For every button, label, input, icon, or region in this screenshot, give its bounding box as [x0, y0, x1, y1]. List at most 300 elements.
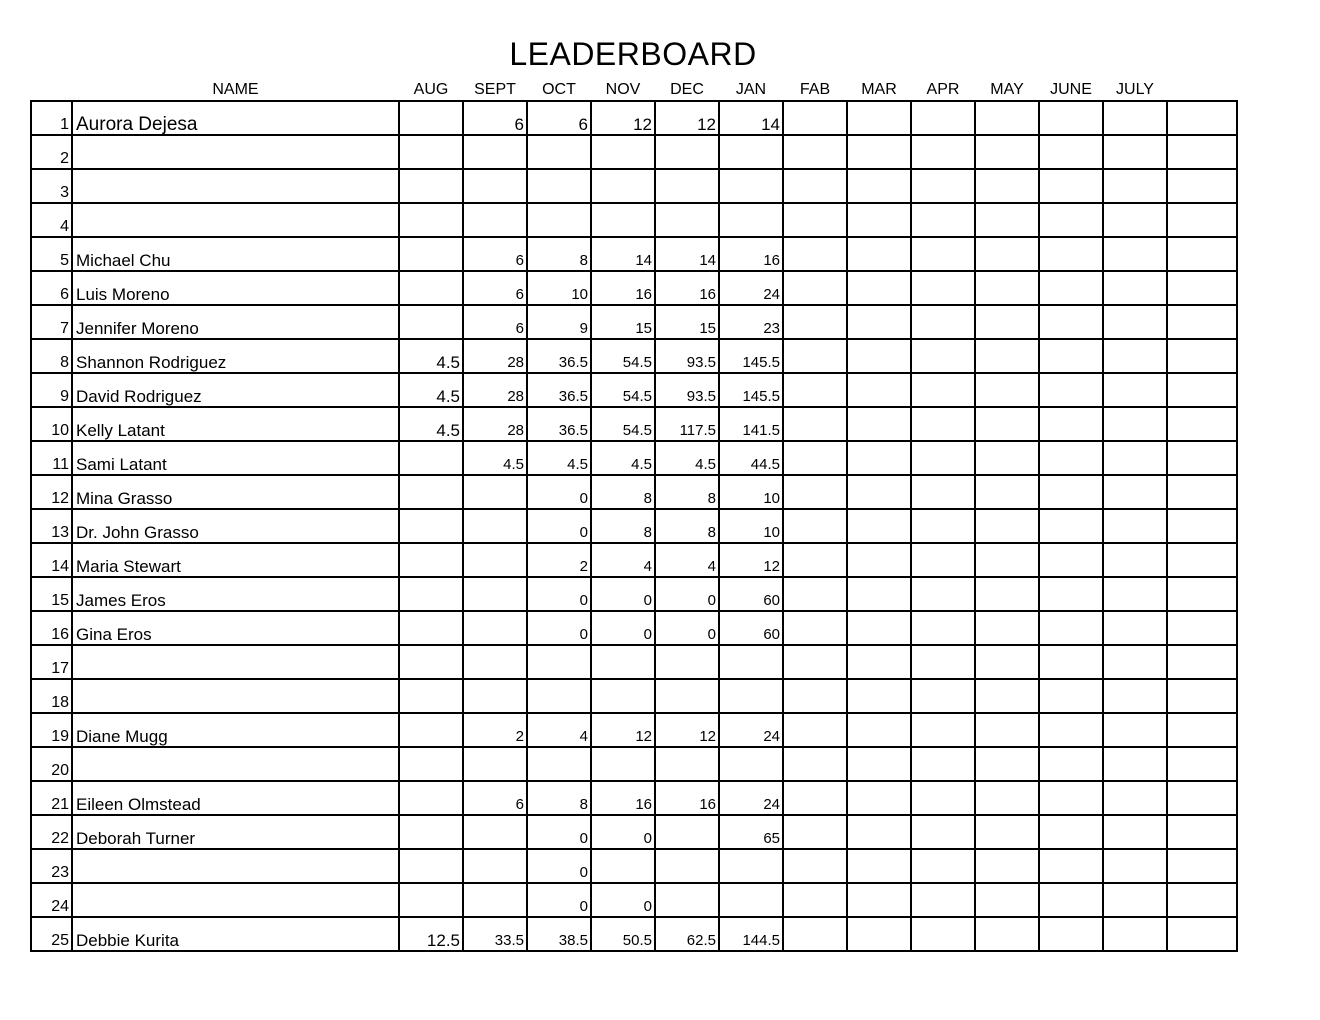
score-cell-apr: [911, 577, 975, 611]
score-cell-oct: [527, 203, 591, 237]
score-cell-oct: 0: [527, 611, 591, 645]
player-name-cell: Jennifer Moreno: [72, 305, 399, 339]
score-cell-extra: [1167, 543, 1237, 577]
table-row: [31, 101, 1237, 135]
score-cell-may: [975, 135, 1039, 169]
score-cell-dec: 4: [655, 543, 719, 577]
score-cell-july: [1103, 577, 1167, 611]
table-row: [31, 849, 1237, 883]
score-cell-dec: [655, 135, 719, 169]
score-cell-july: [1103, 441, 1167, 475]
score-cell-sept: [463, 475, 527, 509]
player-name-cell: Debbie Kurita: [72, 917, 399, 951]
score-cell-jan: 60: [719, 611, 783, 645]
score-cell-sept: 28: [463, 339, 527, 373]
score-cell-july: [1103, 543, 1167, 577]
score-cell-apr: [911, 679, 975, 713]
score-cell-oct: 0: [527, 849, 591, 883]
player-name-cell: [72, 169, 399, 203]
score-cell-dec: [655, 883, 719, 917]
row-number: 22: [31, 815, 72, 849]
score-cell-oct: 36.5: [527, 373, 591, 407]
score-cell-june: [1039, 203, 1103, 237]
score-cell-mar: [847, 169, 911, 203]
score-cell-mar: [847, 577, 911, 611]
score-cell-july: [1103, 101, 1167, 135]
score-cell-fab: [783, 305, 847, 339]
score-cell-sept: [463, 815, 527, 849]
score-cell-jan: [719, 169, 783, 203]
score-cell-july: [1103, 509, 1167, 543]
row-number: 5: [31, 237, 72, 271]
score-cell-aug: 4.5: [399, 339, 463, 373]
score-cell-oct: 0: [527, 475, 591, 509]
score-cell-july: [1103, 169, 1167, 203]
score-cell-july: [1103, 713, 1167, 747]
score-cell-july: [1103, 271, 1167, 305]
score-cell-oct: 10: [527, 271, 591, 305]
score-cell-extra: [1167, 339, 1237, 373]
header-name: NAME: [212, 81, 259, 98]
player-name-cell: Gina Eros: [72, 611, 399, 645]
score-cell-may: [975, 645, 1039, 679]
row-number: 17: [31, 645, 72, 679]
score-cell-fab: [783, 645, 847, 679]
score-cell-jan: 24: [719, 271, 783, 305]
table-row: [31, 815, 1237, 849]
score-cell-may: [975, 305, 1039, 339]
score-cell-sept: [463, 543, 527, 577]
score-cell-apr: [911, 645, 975, 679]
score-cell-apr: [911, 747, 975, 781]
score-cell-mar: [847, 101, 911, 135]
table-row: [31, 577, 1237, 611]
score-cell-extra: [1167, 271, 1237, 305]
score-cell-sept: [463, 509, 527, 543]
score-cell-sept: 28: [463, 407, 527, 441]
score-cell-extra: [1167, 373, 1237, 407]
score-cell-fab: [783, 747, 847, 781]
score-cell-july: [1103, 373, 1167, 407]
score-cell-nov: [591, 679, 655, 713]
row-number: 3: [31, 169, 72, 203]
table-row: [31, 441, 1237, 475]
table-row: [31, 305, 1237, 339]
table-row: [31, 407, 1237, 441]
score-cell-june: [1039, 271, 1103, 305]
score-cell-aug: [399, 305, 463, 339]
score-cell-june: [1039, 713, 1103, 747]
score-cell-jan: 23: [719, 305, 783, 339]
score-cell-apr: [911, 169, 975, 203]
score-cell-fab: [783, 679, 847, 713]
score-cell-may: [975, 679, 1039, 713]
score-cell-may: [975, 441, 1039, 475]
score-cell-extra: [1167, 169, 1237, 203]
score-cell-july: [1103, 203, 1167, 237]
score-cell-apr: [911, 543, 975, 577]
score-cell-may: [975, 339, 1039, 373]
score-cell-dec: 16: [655, 271, 719, 305]
row-number: 9: [31, 373, 72, 407]
score-cell-sept: [463, 849, 527, 883]
score-cell-july: [1103, 339, 1167, 373]
player-name-cell: [72, 135, 399, 169]
score-cell-sept: [463, 645, 527, 679]
score-cell-may: [975, 169, 1039, 203]
player-name-cell: James Eros: [72, 577, 399, 611]
player-name-cell: Shannon Rodriguez: [72, 339, 399, 373]
row-number: 14: [31, 543, 72, 577]
score-cell-fab: [783, 883, 847, 917]
table-body: [31, 101, 1237, 951]
leaderboard-table: [30, 78, 1238, 952]
player-name-cell: Sami Latant: [72, 441, 399, 475]
score-cell-june: [1039, 577, 1103, 611]
score-cell-aug: [399, 849, 463, 883]
score-cell-may: [975, 237, 1039, 271]
score-cell-june: [1039, 441, 1103, 475]
score-cell-jan: 141.5: [719, 407, 783, 441]
score-cell-dec: [655, 645, 719, 679]
score-cell-nov: 4.5: [591, 441, 655, 475]
score-cell-may: [975, 883, 1039, 917]
score-cell-jan: 44.5: [719, 441, 783, 475]
score-cell-mar: [847, 849, 911, 883]
score-cell-jan: 12: [719, 543, 783, 577]
table-row: [31, 781, 1237, 815]
table-row: [31, 475, 1237, 509]
score-cell-may: [975, 815, 1039, 849]
score-cell-oct: 6: [527, 101, 591, 135]
score-cell-oct: 8: [527, 781, 591, 815]
header-oct: OCT: [542, 81, 576, 98]
score-cell-dec: 117.5: [655, 407, 719, 441]
score-cell-extra: [1167, 407, 1237, 441]
header-june: JUNE: [1050, 81, 1092, 98]
player-name-cell: [72, 645, 399, 679]
score-cell-july: [1103, 781, 1167, 815]
row-number: 18: [31, 679, 72, 713]
score-cell-dec: 8: [655, 475, 719, 509]
score-cell-dec: 0: [655, 577, 719, 611]
score-cell-mar: [847, 339, 911, 373]
row-number: 21: [31, 781, 72, 815]
score-cell-fab: [783, 169, 847, 203]
table-row: [31, 645, 1237, 679]
score-cell-june: [1039, 407, 1103, 441]
table-row: [31, 135, 1237, 169]
score-cell-aug: [399, 781, 463, 815]
score-cell-oct: [527, 645, 591, 679]
score-cell-mar: [847, 135, 911, 169]
score-cell-apr: [911, 815, 975, 849]
score-cell-jan: 16: [719, 237, 783, 271]
score-cell-fab: [783, 475, 847, 509]
score-cell-sept: 2: [463, 713, 527, 747]
score-cell-apr: [911, 509, 975, 543]
table-header: [31, 78, 1237, 101]
page-title: LEADERBOARD: [509, 36, 757, 72]
score-cell-sept: 6: [463, 305, 527, 339]
score-cell-may: [975, 203, 1039, 237]
score-cell-may: [975, 101, 1039, 135]
score-cell-aug: [399, 441, 463, 475]
score-cell-july: [1103, 679, 1167, 713]
score-cell-apr: [911, 203, 975, 237]
score-cell-jan: 10: [719, 475, 783, 509]
score-cell-fab: [783, 543, 847, 577]
score-cell-july: [1103, 305, 1167, 339]
score-cell-apr: [911, 135, 975, 169]
score-cell-may: [975, 849, 1039, 883]
score-cell-may: [975, 407, 1039, 441]
score-cell-dec: [655, 169, 719, 203]
row-number: 12: [31, 475, 72, 509]
score-cell-june: [1039, 373, 1103, 407]
score-cell-fab: [783, 135, 847, 169]
score-cell-dec: 12: [655, 713, 719, 747]
score-cell-fab: [783, 271, 847, 305]
score-cell-june: [1039, 815, 1103, 849]
table-row: [31, 713, 1237, 747]
score-cell-mar: [847, 509, 911, 543]
score-cell-extra: [1167, 611, 1237, 645]
row-number: 23: [31, 849, 72, 883]
score-cell-jan: 144.5: [719, 917, 783, 951]
score-cell-jan: [719, 747, 783, 781]
score-cell-oct: 4.5: [527, 441, 591, 475]
score-cell-aug: [399, 271, 463, 305]
score-cell-aug: [399, 237, 463, 271]
score-cell-dec: 12: [655, 101, 719, 135]
table-row: [31, 747, 1237, 781]
score-cell-jan: 145.5: [719, 373, 783, 407]
score-cell-jan: 24: [719, 781, 783, 815]
score-cell-sept: [463, 611, 527, 645]
score-cell-june: [1039, 645, 1103, 679]
score-cell-dec: 8: [655, 509, 719, 543]
score-cell-oct: 38.5: [527, 917, 591, 951]
score-cell-extra: [1167, 781, 1237, 815]
score-cell-apr: [911, 781, 975, 815]
score-cell-jan: 65: [719, 815, 783, 849]
header-mar: MAR: [861, 81, 897, 98]
score-cell-sept: [463, 883, 527, 917]
score-cell-may: [975, 747, 1039, 781]
row-number: 19: [31, 713, 72, 747]
score-cell-nov: 0: [591, 883, 655, 917]
row-number: 11: [31, 441, 72, 475]
score-cell-sept: [463, 135, 527, 169]
score-cell-july: [1103, 407, 1167, 441]
score-cell-extra: [1167, 747, 1237, 781]
score-cell-oct: 36.5: [527, 339, 591, 373]
score-cell-aug: [399, 475, 463, 509]
score-cell-mar: [847, 883, 911, 917]
row-number: 25: [31, 917, 72, 951]
score-cell-aug: [399, 679, 463, 713]
score-cell-apr: [911, 373, 975, 407]
score-cell-nov: 0: [591, 611, 655, 645]
score-cell-nov: 4: [591, 543, 655, 577]
score-cell-extra: [1167, 203, 1237, 237]
score-cell-sept: 6: [463, 101, 527, 135]
score-cell-sept: [463, 169, 527, 203]
score-cell-sept: 4.5: [463, 441, 527, 475]
player-name-cell: Dr. John Grasso: [72, 509, 399, 543]
score-cell-mar: [847, 475, 911, 509]
score-cell-extra: [1167, 135, 1237, 169]
score-cell-jan: 24: [719, 713, 783, 747]
score-cell-july: [1103, 815, 1167, 849]
table-row: [31, 883, 1237, 917]
header-aug: AUG: [413, 81, 449, 98]
score-cell-sept: [463, 747, 527, 781]
score-cell-mar: [847, 747, 911, 781]
score-cell-nov: [591, 747, 655, 781]
score-cell-extra: [1167, 917, 1237, 951]
score-cell-oct: 0: [527, 509, 591, 543]
score-cell-mar: [847, 373, 911, 407]
score-cell-june: [1039, 781, 1103, 815]
score-cell-may: [975, 271, 1039, 305]
score-cell-dec: 14: [655, 237, 719, 271]
score-cell-nov: 54.5: [591, 339, 655, 373]
score-cell-fab: [783, 849, 847, 883]
score-cell-dec: [655, 849, 719, 883]
score-cell-oct: 2: [527, 543, 591, 577]
header-dec: DEC: [670, 81, 704, 98]
score-cell-oct: 0: [527, 577, 591, 611]
header-nov: NOV: [605, 81, 641, 98]
score-cell-extra: [1167, 679, 1237, 713]
table-row: [31, 271, 1237, 305]
score-cell-aug: [399, 611, 463, 645]
score-cell-aug: 4.5: [399, 407, 463, 441]
header-blank: [1167, 78, 1237, 101]
score-cell-june: [1039, 611, 1103, 645]
score-cell-oct: 8: [527, 237, 591, 271]
score-cell-nov: 0: [591, 577, 655, 611]
score-cell-apr: [911, 611, 975, 645]
score-cell-extra: [1167, 237, 1237, 271]
score-cell-extra: [1167, 509, 1237, 543]
header-jan: JAN: [735, 81, 767, 98]
score-cell-extra: [1167, 815, 1237, 849]
table-row: [31, 169, 1237, 203]
score-cell-nov: 16: [591, 271, 655, 305]
score-cell-extra: [1167, 577, 1237, 611]
score-cell-fab: [783, 713, 847, 747]
score-cell-july: [1103, 849, 1167, 883]
score-cell-fab: [783, 407, 847, 441]
score-cell-aug: 4.5: [399, 373, 463, 407]
score-cell-mar: [847, 305, 911, 339]
score-cell-apr: [911, 849, 975, 883]
player-name-cell: Michael Chu: [72, 237, 399, 271]
score-cell-jan: [719, 645, 783, 679]
score-cell-july: [1103, 747, 1167, 781]
score-cell-nov: [591, 169, 655, 203]
score-cell-fab: [783, 203, 847, 237]
score-cell-july: [1103, 611, 1167, 645]
score-cell-june: [1039, 679, 1103, 713]
score-cell-aug: [399, 169, 463, 203]
row-number: 16: [31, 611, 72, 645]
header-fab: FAB: [799, 81, 831, 98]
table-row: [31, 373, 1237, 407]
score-cell-fab: [783, 373, 847, 407]
row-number: 15: [31, 577, 72, 611]
score-cell-sept: [463, 203, 527, 237]
player-name-cell: Diane Mugg: [72, 713, 399, 747]
score-cell-dec: 93.5: [655, 373, 719, 407]
score-cell-fab: [783, 509, 847, 543]
score-cell-july: [1103, 645, 1167, 679]
score-cell-fab: [783, 577, 847, 611]
player-name-cell: [72, 883, 399, 917]
score-cell-may: [975, 713, 1039, 747]
score-cell-jan: 10: [719, 509, 783, 543]
score-cell-mar: [847, 543, 911, 577]
row-number: 4: [31, 203, 72, 237]
header-index: [31, 78, 72, 101]
score-cell-dec: 0: [655, 611, 719, 645]
score-cell-oct: 0: [527, 815, 591, 849]
score-cell-aug: [399, 645, 463, 679]
score-cell-mar: [847, 917, 911, 951]
row-number: 10: [31, 407, 72, 441]
score-cell-june: [1039, 475, 1103, 509]
score-cell-mar: [847, 815, 911, 849]
score-cell-nov: 12: [591, 713, 655, 747]
score-cell-aug: [399, 509, 463, 543]
score-cell-june: [1039, 135, 1103, 169]
score-cell-june: [1039, 339, 1103, 373]
score-cell-nov: 0: [591, 815, 655, 849]
score-cell-may: [975, 781, 1039, 815]
player-name-cell: [72, 849, 399, 883]
score-cell-sept: 28: [463, 373, 527, 407]
table-row: [31, 237, 1237, 271]
score-cell-extra: [1167, 305, 1237, 339]
score-cell-oct: [527, 747, 591, 781]
score-cell-mar: [847, 713, 911, 747]
row-number: 6: [31, 271, 72, 305]
score-cell-july: [1103, 475, 1167, 509]
score-cell-jan: 145.5: [719, 339, 783, 373]
row-number: 20: [31, 747, 72, 781]
score-cell-apr: [911, 339, 975, 373]
score-cell-may: [975, 475, 1039, 509]
score-cell-jan: [719, 849, 783, 883]
table-row: [31, 917, 1237, 951]
score-cell-aug: [399, 203, 463, 237]
score-cell-nov: 50.5: [591, 917, 655, 951]
score-cell-aug: 12.5: [399, 917, 463, 951]
score-cell-aug: [399, 101, 463, 135]
player-name-cell: [72, 203, 399, 237]
score-cell-dec: [655, 679, 719, 713]
score-cell-aug: [399, 815, 463, 849]
score-cell-dec: 4.5: [655, 441, 719, 475]
header-july: JULY: [1116, 81, 1154, 98]
table-row: [31, 543, 1237, 577]
score-cell-fab: [783, 815, 847, 849]
header-sept: SEPT: [474, 81, 516, 98]
score-cell-jan: [719, 883, 783, 917]
